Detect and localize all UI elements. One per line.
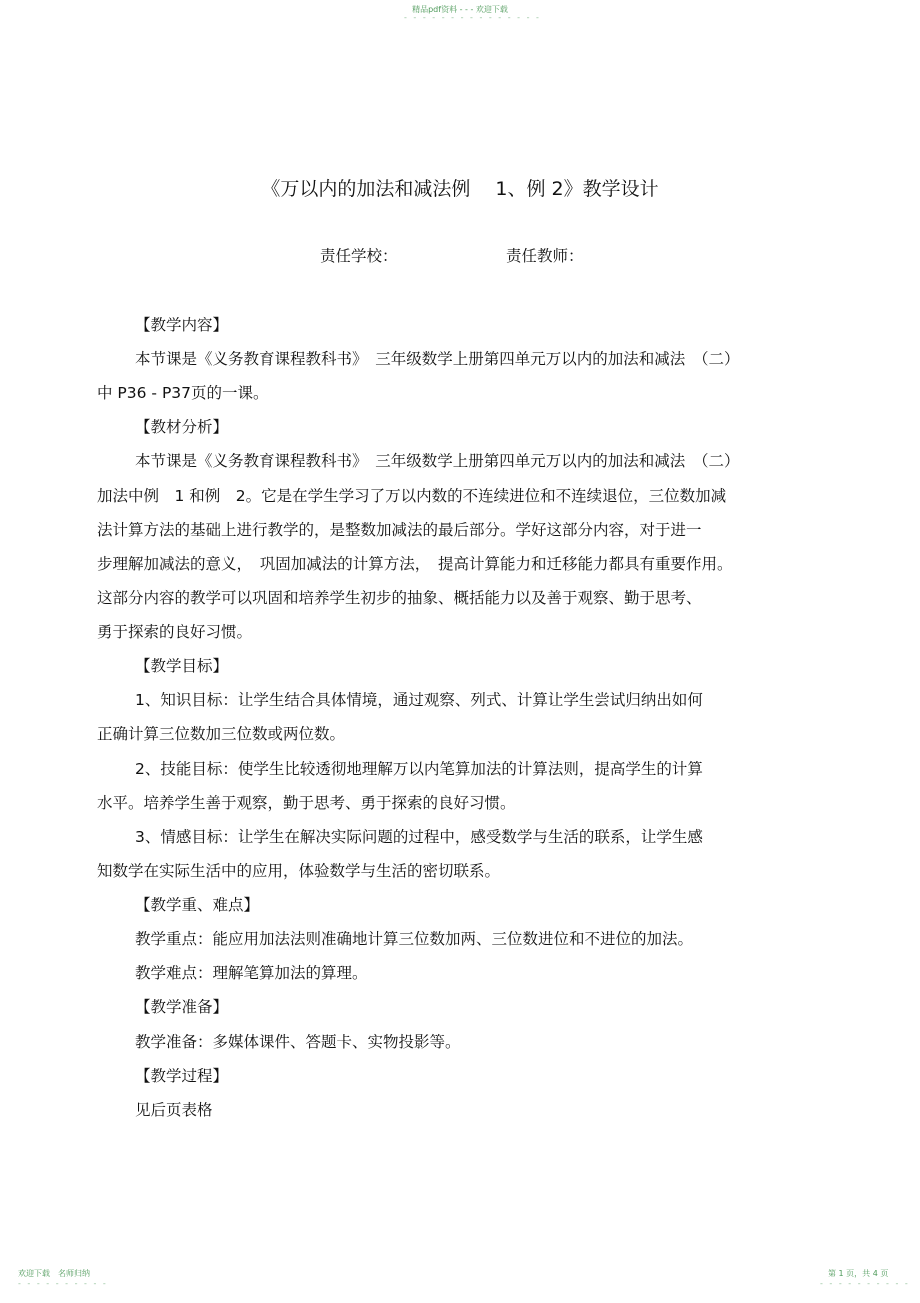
paragraph-line: 中 P36 - P37页的一课。: [97, 384, 269, 402]
paragraph-line: 3、情感目标：让学生在解决实际问题的过程中，感受数学与生活的联系，让学生感: [135, 828, 703, 846]
paragraph-line: 勇于探索的良好习惯。: [97, 623, 253, 641]
paragraph-line: 本节课是《义务教育课程教科书》 三年级数学上册第四单元万以内的加法和减法 （二）: [135, 452, 740, 470]
footer-left: 欢迎下载 名师归纳: [18, 1269, 90, 1278]
teacher-label: 责任教师：: [506, 247, 584, 265]
section-heading-goals: 【教学目标】: [135, 657, 229, 675]
page-header: 精品pdf资料 - - - 欢迎下载: [412, 5, 508, 14]
footer-right-dots: - - - - - - - - - -: [820, 1279, 910, 1288]
header-dots: - - - - - - - - - - - - - - -: [404, 13, 541, 22]
section-heading-process: 【教学过程】: [135, 1067, 229, 1085]
paragraph-line: 教学重点：能应用加法法则准确地计算三位数加两、三位数进位和不进位的加法。: [135, 930, 694, 948]
paragraph-line: 知数学在实际生活中的应用，体验数学与生活的密切联系。: [97, 862, 501, 880]
footer-left-dots: - - - - - - - - - -: [18, 1279, 108, 1288]
paragraph-line: 步理解加减法的意义， 巩固加减法的计算方法， 提高计算能力和迁移能力都具有重要作用。: [97, 555, 733, 573]
paragraph-line: 正确计算三位数加三位数或两位数。: [97, 725, 346, 743]
paragraph-line: 见后页表格: [135, 1101, 213, 1119]
school-label: 责任学校：: [320, 247, 398, 265]
footer-page-number: 第 1 页，共 4 页: [828, 1269, 889, 1278]
section-heading-preparation: 【教学准备】: [135, 998, 229, 1016]
document-title: 《万以内的加法和减法例 1、例 2》教学设计: [261, 178, 659, 200]
paragraph-line: 本节课是《义务教育课程教科书》 三年级数学上册第四单元万以内的加法和减法 （二）: [135, 350, 740, 368]
section-heading-content: 【教学内容】: [135, 316, 229, 334]
section-heading-key-points: 【教学重、难点】: [135, 896, 260, 914]
paragraph-line: 水平。培养学生善于观察，勤于思考、勇于探索的良好习惯。: [97, 794, 516, 812]
paragraph-line: 法计算方法的基础上进行教学的，是整数加减法的最后部分。学好这部分内容，对于进一: [97, 521, 702, 539]
paragraph-line: 2、技能目标：使学生比较透彻地理解万以内笔算加法的计算法则，提高学生的计算: [135, 760, 703, 778]
paragraph-line: 教学难点：理解笔算加法的算理。: [135, 964, 368, 982]
paragraph-line: 教学准备：多媒体课件、答题卡、实物投影等。: [135, 1033, 461, 1051]
paragraph-line: 1、知识目标：让学生结合具体情境，通过观察、列式、计算让学生尝试归纳出如何: [135, 691, 703, 709]
paragraph-line: 加法中例 1 和例 2。它是在学生学习了万以内数的不连续进位和不连续退位，三位数加减: [97, 487, 727, 505]
section-heading-analysis: 【教材分析】: [135, 418, 229, 436]
paragraph-line: 这部分内容的教学可以巩固和培养学生初步的抽象、概括能力以及善于观察、勤于思考、: [97, 589, 702, 607]
